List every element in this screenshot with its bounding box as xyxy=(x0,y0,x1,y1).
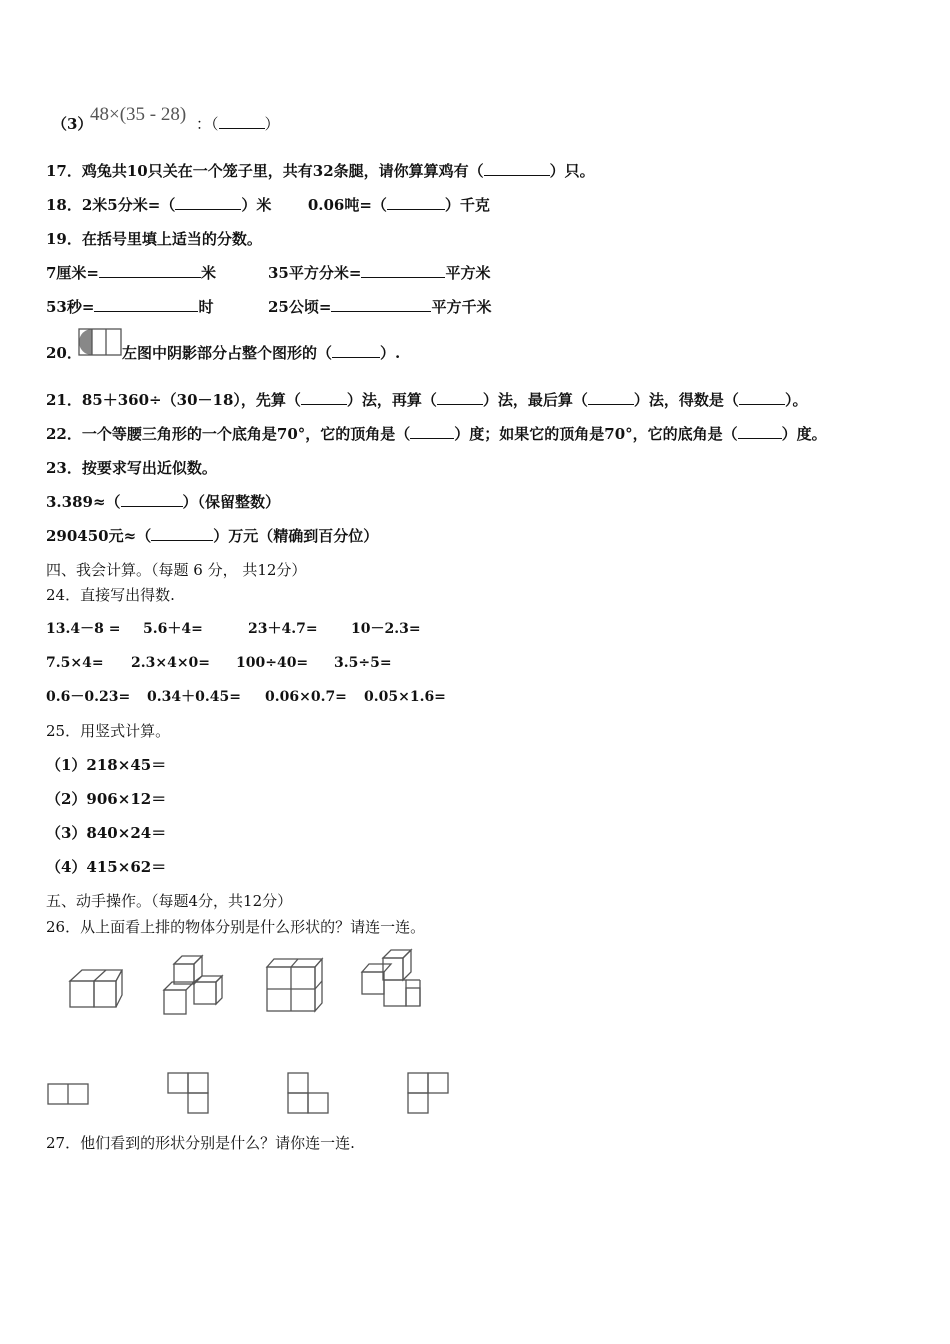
top-view-shape-1 xyxy=(46,1082,92,1108)
answer-blank[interactable] xyxy=(739,390,785,405)
answer-blank[interactable] xyxy=(410,424,454,439)
q16-3-formula: 48×(35 - 28) xyxy=(90,104,187,125)
calc-item: 0.05×1.6= xyxy=(364,689,446,705)
calc-item: 7.5×4= xyxy=(46,655,104,671)
q19-item: 53秒= 时 xyxy=(46,298,214,316)
question-18: 18．2米5分米=（ ）米 0.06吨=（ ）千克 xyxy=(46,196,490,214)
q19-item: 25公顷= 平方千米 xyxy=(268,298,492,316)
cube-object-3 xyxy=(262,955,324,1015)
answer-blank[interactable] xyxy=(738,424,782,439)
top-view-shape-4 xyxy=(404,1070,454,1118)
answer-blank[interactable] xyxy=(219,114,265,129)
calc-item: 100÷40= xyxy=(236,655,309,671)
answer-blank[interactable] xyxy=(151,526,213,541)
shaded-rectangle-figure xyxy=(78,328,122,356)
question-25: 25．用竖式计算。 xyxy=(46,722,171,740)
answer-blank[interactable] xyxy=(175,195,241,210)
question-22: 22．一个等腰三角形的一个底角是70°，它的顶角是（ ）度；如果它的顶角是70°，它的底角是（ ）度。 xyxy=(46,425,827,443)
question-26: 26．从上面看上排的物体分别是什么形状的？请连一连。 xyxy=(46,918,426,936)
q19-item: 35平方分米= 平方米 xyxy=(268,264,491,282)
section-4-title: 四、我会计算。（每题 6 分， 共12分） xyxy=(46,561,307,579)
top-view-shape-3 xyxy=(284,1070,334,1118)
calc-item: 2.3×4×0= xyxy=(131,655,211,671)
q23-item: 290450元≈（ ）万元（精确到百分位） xyxy=(46,527,379,545)
calc-item: 10－2.3= xyxy=(351,621,421,637)
question-24: 24．直接写出得数. xyxy=(46,586,175,604)
calc-item: 3.5÷5= xyxy=(334,655,392,671)
cube-object-1 xyxy=(66,965,126,1015)
vertical-calc-item: （2）906×12＝ xyxy=(46,790,167,808)
answer-blank[interactable] xyxy=(387,195,445,210)
answer-blank[interactable] xyxy=(437,390,483,405)
q16-3-label: （3） xyxy=(52,115,93,133)
question-23: 23．按要求写出近似数。 xyxy=(46,459,217,477)
vertical-calc-item: （4）415×62＝ xyxy=(46,858,167,876)
vertical-calc-item: （3）840×24＝ xyxy=(46,824,167,842)
vertical-calc-item: （1）218×45＝ xyxy=(46,756,167,774)
question-27: 27．他们看到的形状分别是什么？请你连一连. xyxy=(46,1134,355,1152)
cube-object-4 xyxy=(357,946,425,1014)
question-21: 21．85＋360÷（30－18），先算（ ）法，再算（ ）法，最后算（ ）法，得数是（ ）。 xyxy=(46,391,808,409)
question-20: 左图中阴影部分占整个图形的（ ）. xyxy=(122,344,401,362)
calc-item: 23＋4.7= xyxy=(248,621,318,637)
answer-blank[interactable] xyxy=(361,263,445,278)
answer-blank[interactable] xyxy=(301,390,347,405)
calc-item: 0.34＋0.45= xyxy=(147,689,241,705)
question-19: 19．在括号里填上适当的分数。 xyxy=(46,230,262,248)
q16-3-answer: ：（ ） xyxy=(196,115,280,133)
answer-blank[interactable] xyxy=(99,263,201,278)
calc-item: 5.6＋4= xyxy=(143,621,203,637)
answer-blank[interactable] xyxy=(484,161,550,176)
answer-blank[interactable] xyxy=(332,343,380,358)
calc-item: 13.4－8 = xyxy=(46,621,121,637)
q19-item: 7厘米= 米 xyxy=(46,264,217,282)
question-17: 17．鸡兔共10只关在一个笼子里，共有32条腿，请你算算鸡有（ ）只。 xyxy=(46,162,595,180)
q23-item: 3.389≈（ ）（保留整数） xyxy=(46,493,281,511)
calc-item: 0.6－0.23= xyxy=(46,689,131,705)
calc-item: 0.06×0.7= xyxy=(265,689,347,705)
section-5-title: 五、动手操作。（每题4分，共12分） xyxy=(46,892,293,910)
answer-blank[interactable] xyxy=(588,390,634,405)
answer-blank[interactable] xyxy=(94,297,198,312)
question-20-number: 20． xyxy=(46,344,82,362)
q16-3-line xyxy=(52,114,92,134)
top-view-shape-2 xyxy=(164,1070,214,1118)
cube-object-2 xyxy=(160,952,226,1018)
answer-blank[interactable] xyxy=(121,492,183,507)
answer-blank[interactable] xyxy=(331,297,431,312)
